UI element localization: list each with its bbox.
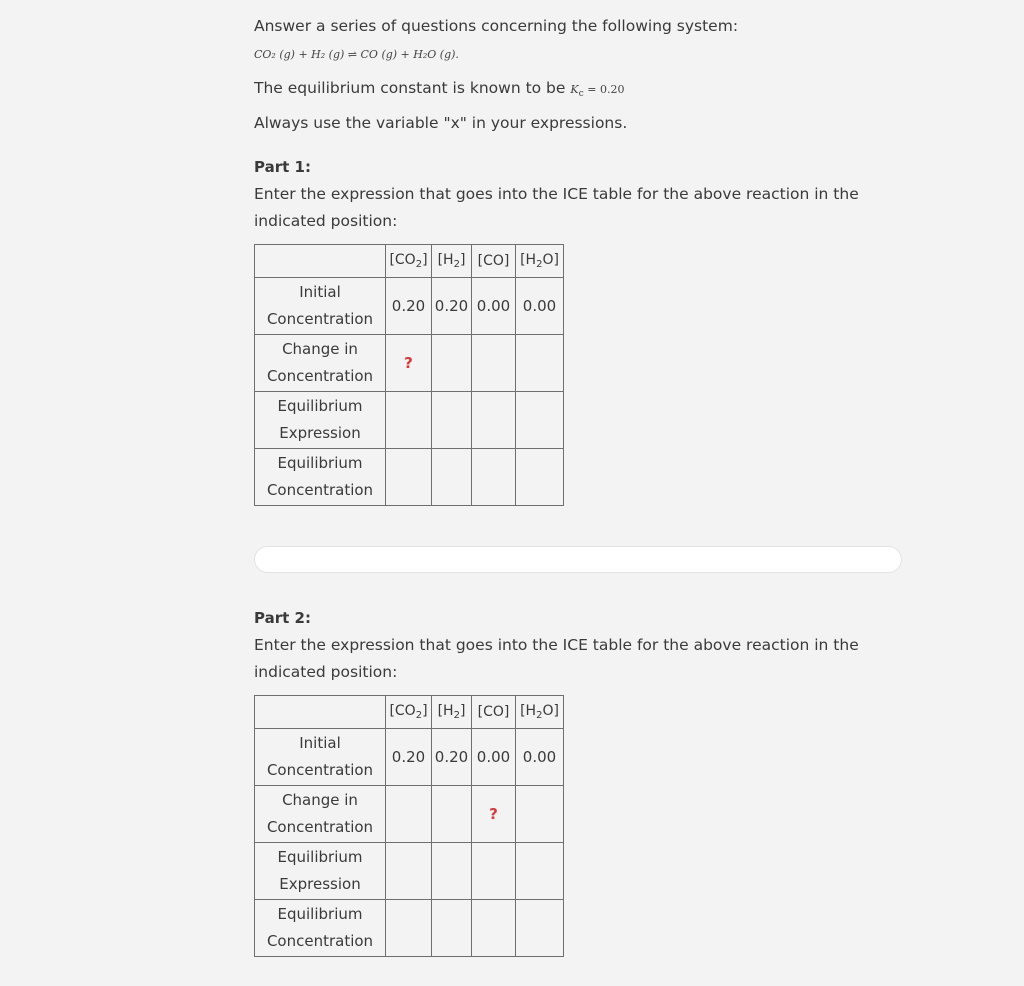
header-h2: $[H_2]$ xyxy=(432,245,472,278)
part1-prompt-line1: Enter the expression that goes into the ICE table for the above reaction in the xyxy=(254,185,859,203)
row-expression xyxy=(255,392,564,449)
change-co xyxy=(472,335,516,392)
expression-h2o xyxy=(516,843,564,900)
change-h2 xyxy=(432,786,472,843)
answer-input-bar[interactable] xyxy=(254,546,902,573)
row-initial xyxy=(255,278,564,335)
row-label-change: Change in Concentration xyxy=(255,335,386,392)
initial-co2: 0.20 xyxy=(386,278,432,335)
header-co2: $[CO_2]$ xyxy=(386,245,432,278)
equilibrium-constant-value xyxy=(570,83,625,100)
k-equals: = 0.20 xyxy=(587,83,625,96)
part2-prompt-line1: Enter the expression that goes into the ICE table for the above reaction in the xyxy=(254,636,859,654)
change-h2o xyxy=(516,786,564,843)
k-subscript: c xyxy=(578,88,584,100)
expression-co xyxy=(472,392,516,449)
initial-h2: 0.20 xyxy=(432,278,472,335)
corner-cell xyxy=(255,245,386,278)
part2-prompt-line2: indicated position: xyxy=(254,663,398,681)
intro-text: Answer a series of questions concerning the following system: xyxy=(254,17,739,35)
row-change xyxy=(255,786,564,843)
equilibrium-h2o xyxy=(516,900,564,957)
equilibrium-constant-label: The equilibrium constant is known to be xyxy=(254,79,566,97)
row-expression xyxy=(255,843,564,900)
equilibrium-co2 xyxy=(386,900,432,957)
corner-cell xyxy=(255,696,386,729)
equilibrium-h2o xyxy=(516,449,564,506)
question-mark: ? xyxy=(489,805,498,823)
part1-ice-table xyxy=(254,244,564,506)
row-equilibrium xyxy=(255,449,564,506)
equilibrium-co xyxy=(472,449,516,506)
row-label-equilibrium: Equilibrium Concentration xyxy=(255,900,386,957)
change-h2o xyxy=(516,335,564,392)
part2-title: Part 2: xyxy=(254,609,311,627)
header-h2o: $[H_2O]$ xyxy=(516,696,564,729)
expression-co2 xyxy=(386,843,432,900)
initial-h2: 0.20 xyxy=(432,729,472,786)
reaction-equation: CO₂ (g) + H₂ (g) ⇌ CO (g) + H₂O (g). xyxy=(254,48,459,61)
header-co: [CO] xyxy=(472,245,516,278)
equilibrium-h2 xyxy=(432,449,472,506)
equilibrium-constant-text xyxy=(254,75,624,107)
k-symbol: K xyxy=(570,83,579,96)
row-change xyxy=(255,335,564,392)
expression-co xyxy=(472,843,516,900)
expression-h2o xyxy=(516,392,564,449)
row-label-equilibrium: Equilibrium Concentration xyxy=(255,449,386,506)
row-equilibrium xyxy=(255,900,564,957)
initial-co: 0.00 xyxy=(472,729,516,786)
question-mark: ? xyxy=(404,354,413,372)
initial-h2o: 0.00 xyxy=(516,729,564,786)
row-label-change: Change in Concentration xyxy=(255,786,386,843)
row-initial xyxy=(255,729,564,786)
initial-h2o: 0.00 xyxy=(516,278,564,335)
variable-note: Always use the variable "x" in your expressions. xyxy=(254,114,628,132)
header-h2: $[H_2]$ xyxy=(432,696,472,729)
expression-h2 xyxy=(432,392,472,449)
expression-co2 xyxy=(386,392,432,449)
header-co: [CO] xyxy=(472,696,516,729)
part1-title: Part 1: xyxy=(254,158,311,176)
initial-co: 0.00 xyxy=(472,278,516,335)
expression-h2 xyxy=(432,843,472,900)
header-h2o: $[H_2O]$ xyxy=(516,245,564,278)
row-label-expression: Equilibrium Expression xyxy=(255,392,386,449)
row-label-initial: Initial Concentration xyxy=(255,278,386,335)
equilibrium-h2 xyxy=(432,900,472,957)
change-h2 xyxy=(432,335,472,392)
header-co2: $[CO_2]$ xyxy=(386,696,432,729)
equilibrium-co2 xyxy=(386,449,432,506)
equilibrium-co xyxy=(472,900,516,957)
row-label-expression: Equilibrium Expression xyxy=(255,843,386,900)
change-co2 xyxy=(386,786,432,843)
initial-co2: 0.20 xyxy=(386,729,432,786)
part2-ice-table xyxy=(254,695,564,957)
part1-prompt-line2: indicated position: xyxy=(254,212,398,230)
change-co-target[interactable] xyxy=(472,786,516,843)
change-co2-target[interactable] xyxy=(386,335,432,392)
row-label-initial: Initial Concentration xyxy=(255,729,386,786)
